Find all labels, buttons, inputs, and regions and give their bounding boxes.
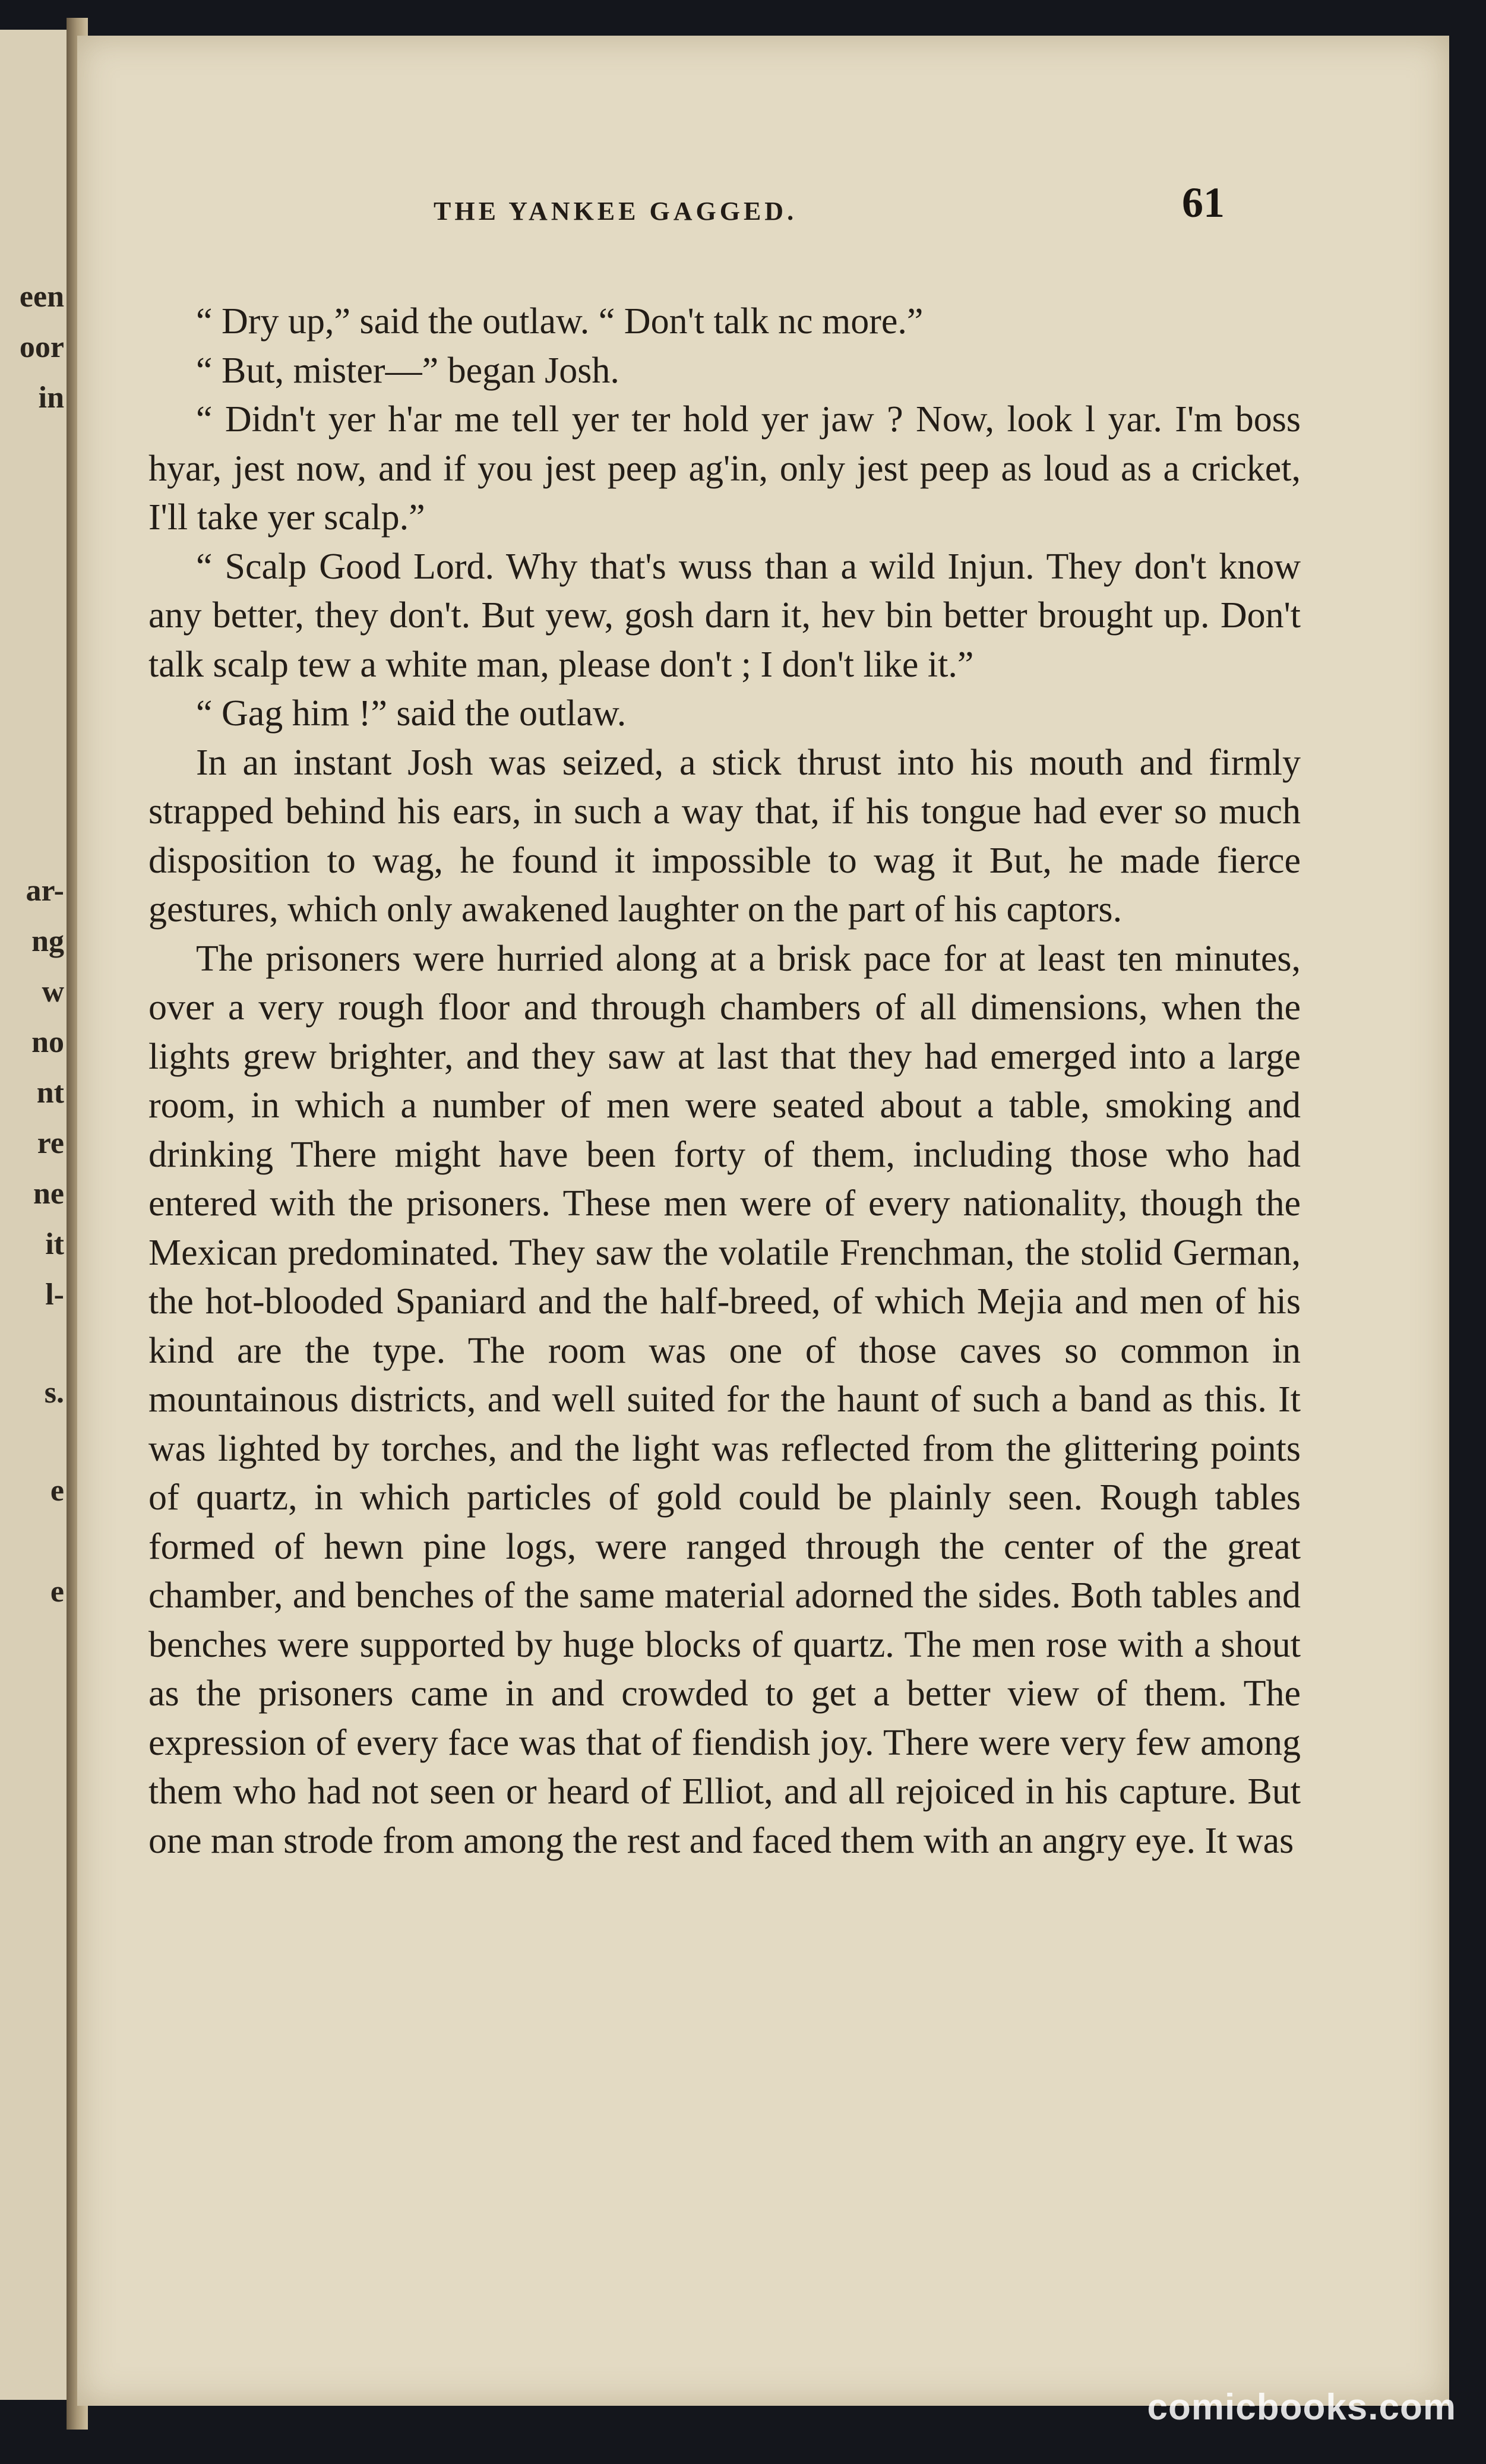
prev-page-fragment: e bbox=[50, 1575, 64, 1609]
site-watermark: comicbooks.com bbox=[1147, 2387, 1456, 2428]
prev-page-fragment: l- bbox=[45, 1278, 64, 1312]
paragraph: “ Scalp Good Lord. Why that's wuss than a wild Injun. They don't know any better, they don't. But yew, gosh darn it, hev bin better brought up. Don't talk scalp tew a white man, please don't ; I don't like it.” bbox=[148, 546, 1301, 685]
page-number: 61 bbox=[1182, 179, 1225, 226]
prev-page-fragment: ng bbox=[31, 924, 64, 958]
prev-page-fragment: e bbox=[50, 1474, 64, 1508]
prev-page-fragment: ar- bbox=[26, 874, 64, 908]
paragraph: The prisoners were hurried along at a brisk pace for at least ten minutes, over a very rough floor and through chambers of all dimensions, when the lights grew brighter, and they saw at last that they had emerged into a large room, in which a number of men were seated about a table, smoking and drinking There might have been forty of them, including those who had entered with the prisoners. These men were of every nationality, though the Mexican predominated. They saw the volatile Frenchman, the stolid German, the hot-blooded Spaniard and the half-breed, of which Mejia and men of his kind are the type. The room was one of those caves so common in mountainous districts, and well suited for the haunt of such a band as this. It was lighted by torches, and the light was reflected from the glittering points of quartz, in which particles of gold could be plainly seen. Rough tables formed of hewn pine logs, were ranged through the center of the great chamber, and benches of the same material adorned the sides. Both tables and benches were supported by huge blocks of quartz. The men rose with a shout as the prisoners came in and crowded to get a better view of them. The expression of every face was that of fiendish joy. There were very few among them who had not seen or heard of Elliot, and all rejoiced in his capture. But one man strode from among the rest and faced them with an angry eye. It was bbox=[148, 938, 1301, 1861]
prev-page-fragment: nt bbox=[36, 1076, 64, 1110]
paragraph: “ Gag him !” said the outlaw. bbox=[196, 693, 627, 734]
paragraph: “ Dry up,” said the outlaw. “ Don't talk nc more.” bbox=[196, 301, 924, 342]
body-text bbox=[148, 297, 1301, 1865]
prev-page-fragment: ne bbox=[33, 1177, 64, 1211]
paragraph: “ Didn't yer h'ar me tell yer ter hold yer jaw ? Now, look l yar. I'm boss hyar, jest now, and if you jest peep ag'in, only jest peep as loud as a cricket, I'll take yer scalp.” bbox=[148, 399, 1301, 538]
prev-page-fragment: oor bbox=[19, 330, 64, 364]
running-header: THE YANKEE GAGGED. bbox=[434, 197, 798, 226]
book-page bbox=[77, 36, 1449, 2406]
paragraph: In an instant Josh was seized, a stick thrust into his mouth and firmly strapped behind his ears, in such a way that, if his tongue had ever so much disposition to wag, he found it impossible to wag it But, he made fierce gestures, which only awakened laughter on the part of his captors. bbox=[148, 742, 1301, 930]
prev-page-fragment: in bbox=[38, 381, 64, 415]
prev-page-fragment: een bbox=[19, 280, 64, 314]
previous-page-edge bbox=[0, 30, 71, 2400]
prev-page-fragment: no bbox=[31, 1025, 64, 1059]
paragraph: “ But, mister—” began Josh. bbox=[196, 350, 619, 391]
prev-page-fragment: re bbox=[37, 1126, 64, 1160]
prev-page-fragment: s. bbox=[44, 1376, 64, 1410]
prev-page-fragment: w bbox=[42, 975, 64, 1009]
prev-page-fragment: it bbox=[45, 1227, 64, 1261]
